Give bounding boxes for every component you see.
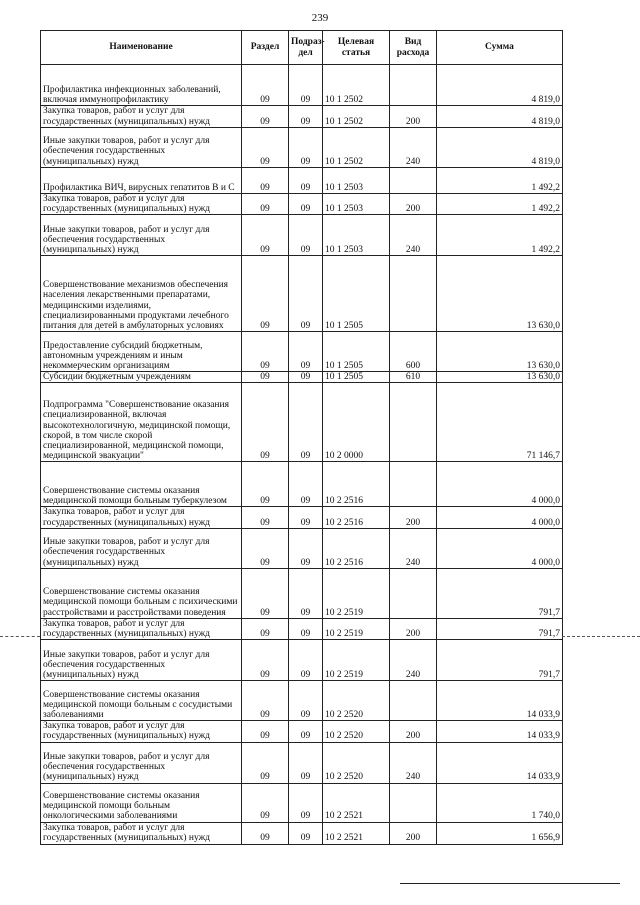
table-row	[41, 256, 563, 332]
row-section: 09	[242, 822, 289, 844]
row-subsection: 09	[289, 721, 323, 742]
table-row	[41, 783, 563, 822]
row-section: 09	[242, 783, 289, 822]
row-section: 09	[242, 332, 289, 372]
row-target: 10 1 2505	[323, 332, 390, 372]
row-name: Профилактика инфекционных заболеваний, включая иммунопрофилактику	[41, 65, 242, 106]
row-expense-type: 200	[390, 507, 437, 528]
row-expense-type: 600	[390, 332, 437, 372]
row-target: 10 2 2520	[323, 721, 390, 742]
row-amount: 13 630,0	[437, 372, 563, 383]
table-row	[41, 65, 563, 106]
row-target: 10 1 2503	[323, 193, 390, 214]
row-amount: 14 033,9	[437, 742, 563, 783]
row-expense-type	[390, 568, 437, 618]
row-amount: 4 819,0	[437, 106, 563, 127]
row-expense-type	[390, 383, 437, 462]
row-subsection: 09	[289, 681, 323, 721]
table-row	[41, 167, 563, 193]
row-expense-type	[390, 462, 437, 507]
row-amount: 14 033,9	[437, 721, 563, 742]
row-target: 10 2 2516	[323, 507, 390, 528]
row-section: 09	[242, 65, 289, 106]
row-name: Закупка товаров, работ и услуг для государственных (муниципальных) нужд	[41, 618, 242, 639]
row-expense-type	[390, 783, 437, 822]
row-subsection: 09	[289, 640, 323, 681]
row-name: Предоставление субсидий бюджетным, автономным учреждениям и иным некоммерческим организациям	[41, 332, 242, 372]
row-target: 10 2 2521	[323, 822, 390, 844]
budget-table	[40, 30, 563, 845]
row-target: 10 2 2520	[323, 742, 390, 783]
row-amount: 791,7	[437, 568, 563, 618]
row-amount: 791,7	[437, 618, 563, 639]
row-name: Иные закупки товаров, работ и услуг для обеспечения государственных (муниципальных) нужд	[41, 528, 242, 568]
row-subsection: 09	[289, 783, 323, 822]
row-name: Иные закупки товаров, работ и услуг для обеспечения государственных (муниципальных) нужд	[41, 742, 242, 783]
row-subsection: 09	[289, 618, 323, 639]
row-section: 09	[242, 528, 289, 568]
table-row	[41, 193, 563, 214]
row-subsection: 09	[289, 822, 323, 844]
row-section: 09	[242, 127, 289, 167]
row-subsection: 09	[289, 215, 323, 256]
row-expense-type: 240	[390, 528, 437, 568]
row-target: 10 1 2503	[323, 167, 390, 193]
row-name: Иные закупки товаров, работ и услуг для обеспечения государственных (муниципальных) нужд	[41, 640, 242, 681]
table-row	[41, 742, 563, 783]
row-expense-type	[390, 167, 437, 193]
row-target: 10 1 2502	[323, 106, 390, 127]
row-name: Совершенствование механизмов обеспечения населения лекарственными препаратами, медицинскими изделиями, специализированными продуктами лечебного питания для детей в амбулаторных условиях	[41, 256, 242, 332]
row-expense-type: 610	[390, 372, 437, 383]
row-subsection: 09	[289, 65, 323, 106]
table-row	[41, 127, 563, 167]
header-target: Целевая статья	[323, 31, 390, 65]
row-section: 09	[242, 462, 289, 507]
row-target: 10 2 2521	[323, 783, 390, 822]
row-amount: 14 033,9	[437, 681, 563, 721]
row-amount: 791,7	[437, 640, 563, 681]
row-section: 09	[242, 372, 289, 383]
row-amount: 4 000,0	[437, 462, 563, 507]
row-name: Закупка товаров, работ и услуг для государственных (муниципальных) нужд	[41, 822, 242, 844]
row-name: Профилактика ВИЧ, вирусных гепатитов В и С	[41, 167, 242, 193]
table-row	[41, 383, 563, 462]
row-target: 10 1 2502	[323, 65, 390, 106]
row-target: 10 2 2519	[323, 568, 390, 618]
row-amount: 1 656,9	[437, 822, 563, 844]
row-section: 09	[242, 215, 289, 256]
row-name: Субсидии бюджетным учреждениям	[41, 372, 242, 383]
header-name: Наименование	[41, 31, 242, 65]
footer-rule	[400, 883, 620, 884]
row-section: 09	[242, 193, 289, 214]
row-amount: 1 492,2	[437, 215, 563, 256]
row-target: 10 1 2505	[323, 372, 390, 383]
row-name: Совершенствование системы оказания медицинской помощи больным с сосудистыми заболеваниями	[41, 681, 242, 721]
row-name: Иные закупки товаров, работ и услуг для обеспечения государственных (муниципальных) нужд	[41, 215, 242, 256]
row-section: 09	[242, 507, 289, 528]
table-row	[41, 681, 563, 721]
row-name: Закупка товаров, работ и услуг для государственных (муниципальных) нужд	[41, 721, 242, 742]
row-name: Подпрограмма "Совершенствование оказания специализированной, включая высокотехнологичную, медицинской помощи, скорой, в том числе скорой специализированной, медицинской помощи, медицинской эвакуации"	[41, 383, 242, 462]
table-row	[41, 332, 563, 372]
row-subsection: 09	[289, 106, 323, 127]
row-target: 10 2 2519	[323, 640, 390, 681]
row-expense-type: 200	[390, 721, 437, 742]
row-amount: 1 492,2	[437, 167, 563, 193]
row-subsection: 09	[289, 528, 323, 568]
table-row	[41, 106, 563, 127]
scan-fold-line-left	[0, 636, 40, 637]
row-section: 09	[242, 742, 289, 783]
row-subsection: 09	[289, 507, 323, 528]
row-target: 10 2 0000	[323, 383, 390, 462]
row-subsection: 09	[289, 127, 323, 167]
row-amount: 4 000,0	[437, 507, 563, 528]
row-subsection: 09	[289, 167, 323, 193]
row-expense-type: 240	[390, 215, 437, 256]
row-subsection: 09	[289, 332, 323, 372]
row-name: Совершенствование системы оказания медицинской помощи больным с психическими расстройствами и расстройствами поведения	[41, 568, 242, 618]
row-name: Совершенствование системы оказания медицинской помощи больным туберкулезом	[41, 462, 242, 507]
row-subsection: 09	[289, 742, 323, 783]
row-target: 10 2 2516	[323, 462, 390, 507]
row-section: 09	[242, 568, 289, 618]
header-amount: Сумма	[437, 31, 563, 65]
row-subsection: 09	[289, 193, 323, 214]
row-target: 10 2 2519	[323, 618, 390, 639]
page-number: 239	[311, 12, 329, 24]
row-expense-type: 240	[390, 127, 437, 167]
row-amount: 71 146,7	[437, 383, 563, 462]
table-row	[41, 372, 563, 383]
row-expense-type: 200	[390, 106, 437, 127]
row-amount: 1 740,0	[437, 783, 563, 822]
row-name: Закупка товаров, работ и услуг для государственных (муниципальных) нужд	[41, 193, 242, 214]
row-name: Закупка товаров, работ и услуг для государственных (муниципальных) нужд	[41, 106, 242, 127]
row-name: Закупка товаров, работ и услуг для государственных (муниципальных) нужд	[41, 507, 242, 528]
row-amount: 13 630,0	[437, 256, 563, 332]
row-section: 09	[242, 383, 289, 462]
row-section: 09	[242, 681, 289, 721]
row-target: 10 1 2505	[323, 256, 390, 332]
row-expense-type: 200	[390, 618, 437, 639]
row-subsection: 09	[289, 462, 323, 507]
row-target: 10 2 2516	[323, 528, 390, 568]
row-section: 09	[242, 167, 289, 193]
row-subsection: 09	[289, 568, 323, 618]
table-row	[41, 640, 563, 681]
row-expense-type	[390, 256, 437, 332]
row-expense-type	[390, 681, 437, 721]
table-header-row	[41, 31, 563, 65]
scan-fold-line-right	[562, 636, 640, 637]
row-subsection: 09	[289, 383, 323, 462]
row-expense-type: 240	[390, 742, 437, 783]
row-name: Совершенствование системы оказания медицинской помощи больным онкологическими заболеваниями	[41, 783, 242, 822]
row-amount: 13 630,0	[437, 332, 563, 372]
table-row	[41, 215, 563, 256]
row-target: 10 2 2520	[323, 681, 390, 721]
row-name: Иные закупки товаров, работ и услуг для обеспечения государственных (муниципальных) нужд	[41, 127, 242, 167]
table-row	[41, 618, 563, 639]
table-row	[41, 568, 563, 618]
row-target: 10 1 2502	[323, 127, 390, 167]
header-expense-type: Вид расхода	[390, 31, 437, 65]
row-expense-type	[390, 65, 437, 106]
row-amount: 1 492,2	[437, 193, 563, 214]
row-section: 09	[242, 640, 289, 681]
row-subsection: 09	[289, 372, 323, 383]
row-section: 09	[242, 618, 289, 639]
table-row	[41, 721, 563, 742]
row-section: 09	[242, 106, 289, 127]
table-row	[41, 462, 563, 507]
row-section: 09	[242, 721, 289, 742]
row-subsection: 09	[289, 256, 323, 332]
header-section: Раздел	[242, 31, 289, 65]
row-expense-type: 200	[390, 822, 437, 844]
row-target: 10 1 2503	[323, 215, 390, 256]
table-row	[41, 528, 563, 568]
row-amount: 4 000,0	[437, 528, 563, 568]
row-amount: 4 819,0	[437, 127, 563, 167]
table-row	[41, 507, 563, 528]
row-amount: 4 819,0	[437, 65, 563, 106]
row-section: 09	[242, 256, 289, 332]
table-row	[41, 822, 563, 844]
row-expense-type: 200	[390, 193, 437, 214]
row-expense-type: 240	[390, 640, 437, 681]
header-subsection: Подраз-дел	[289, 31, 323, 65]
